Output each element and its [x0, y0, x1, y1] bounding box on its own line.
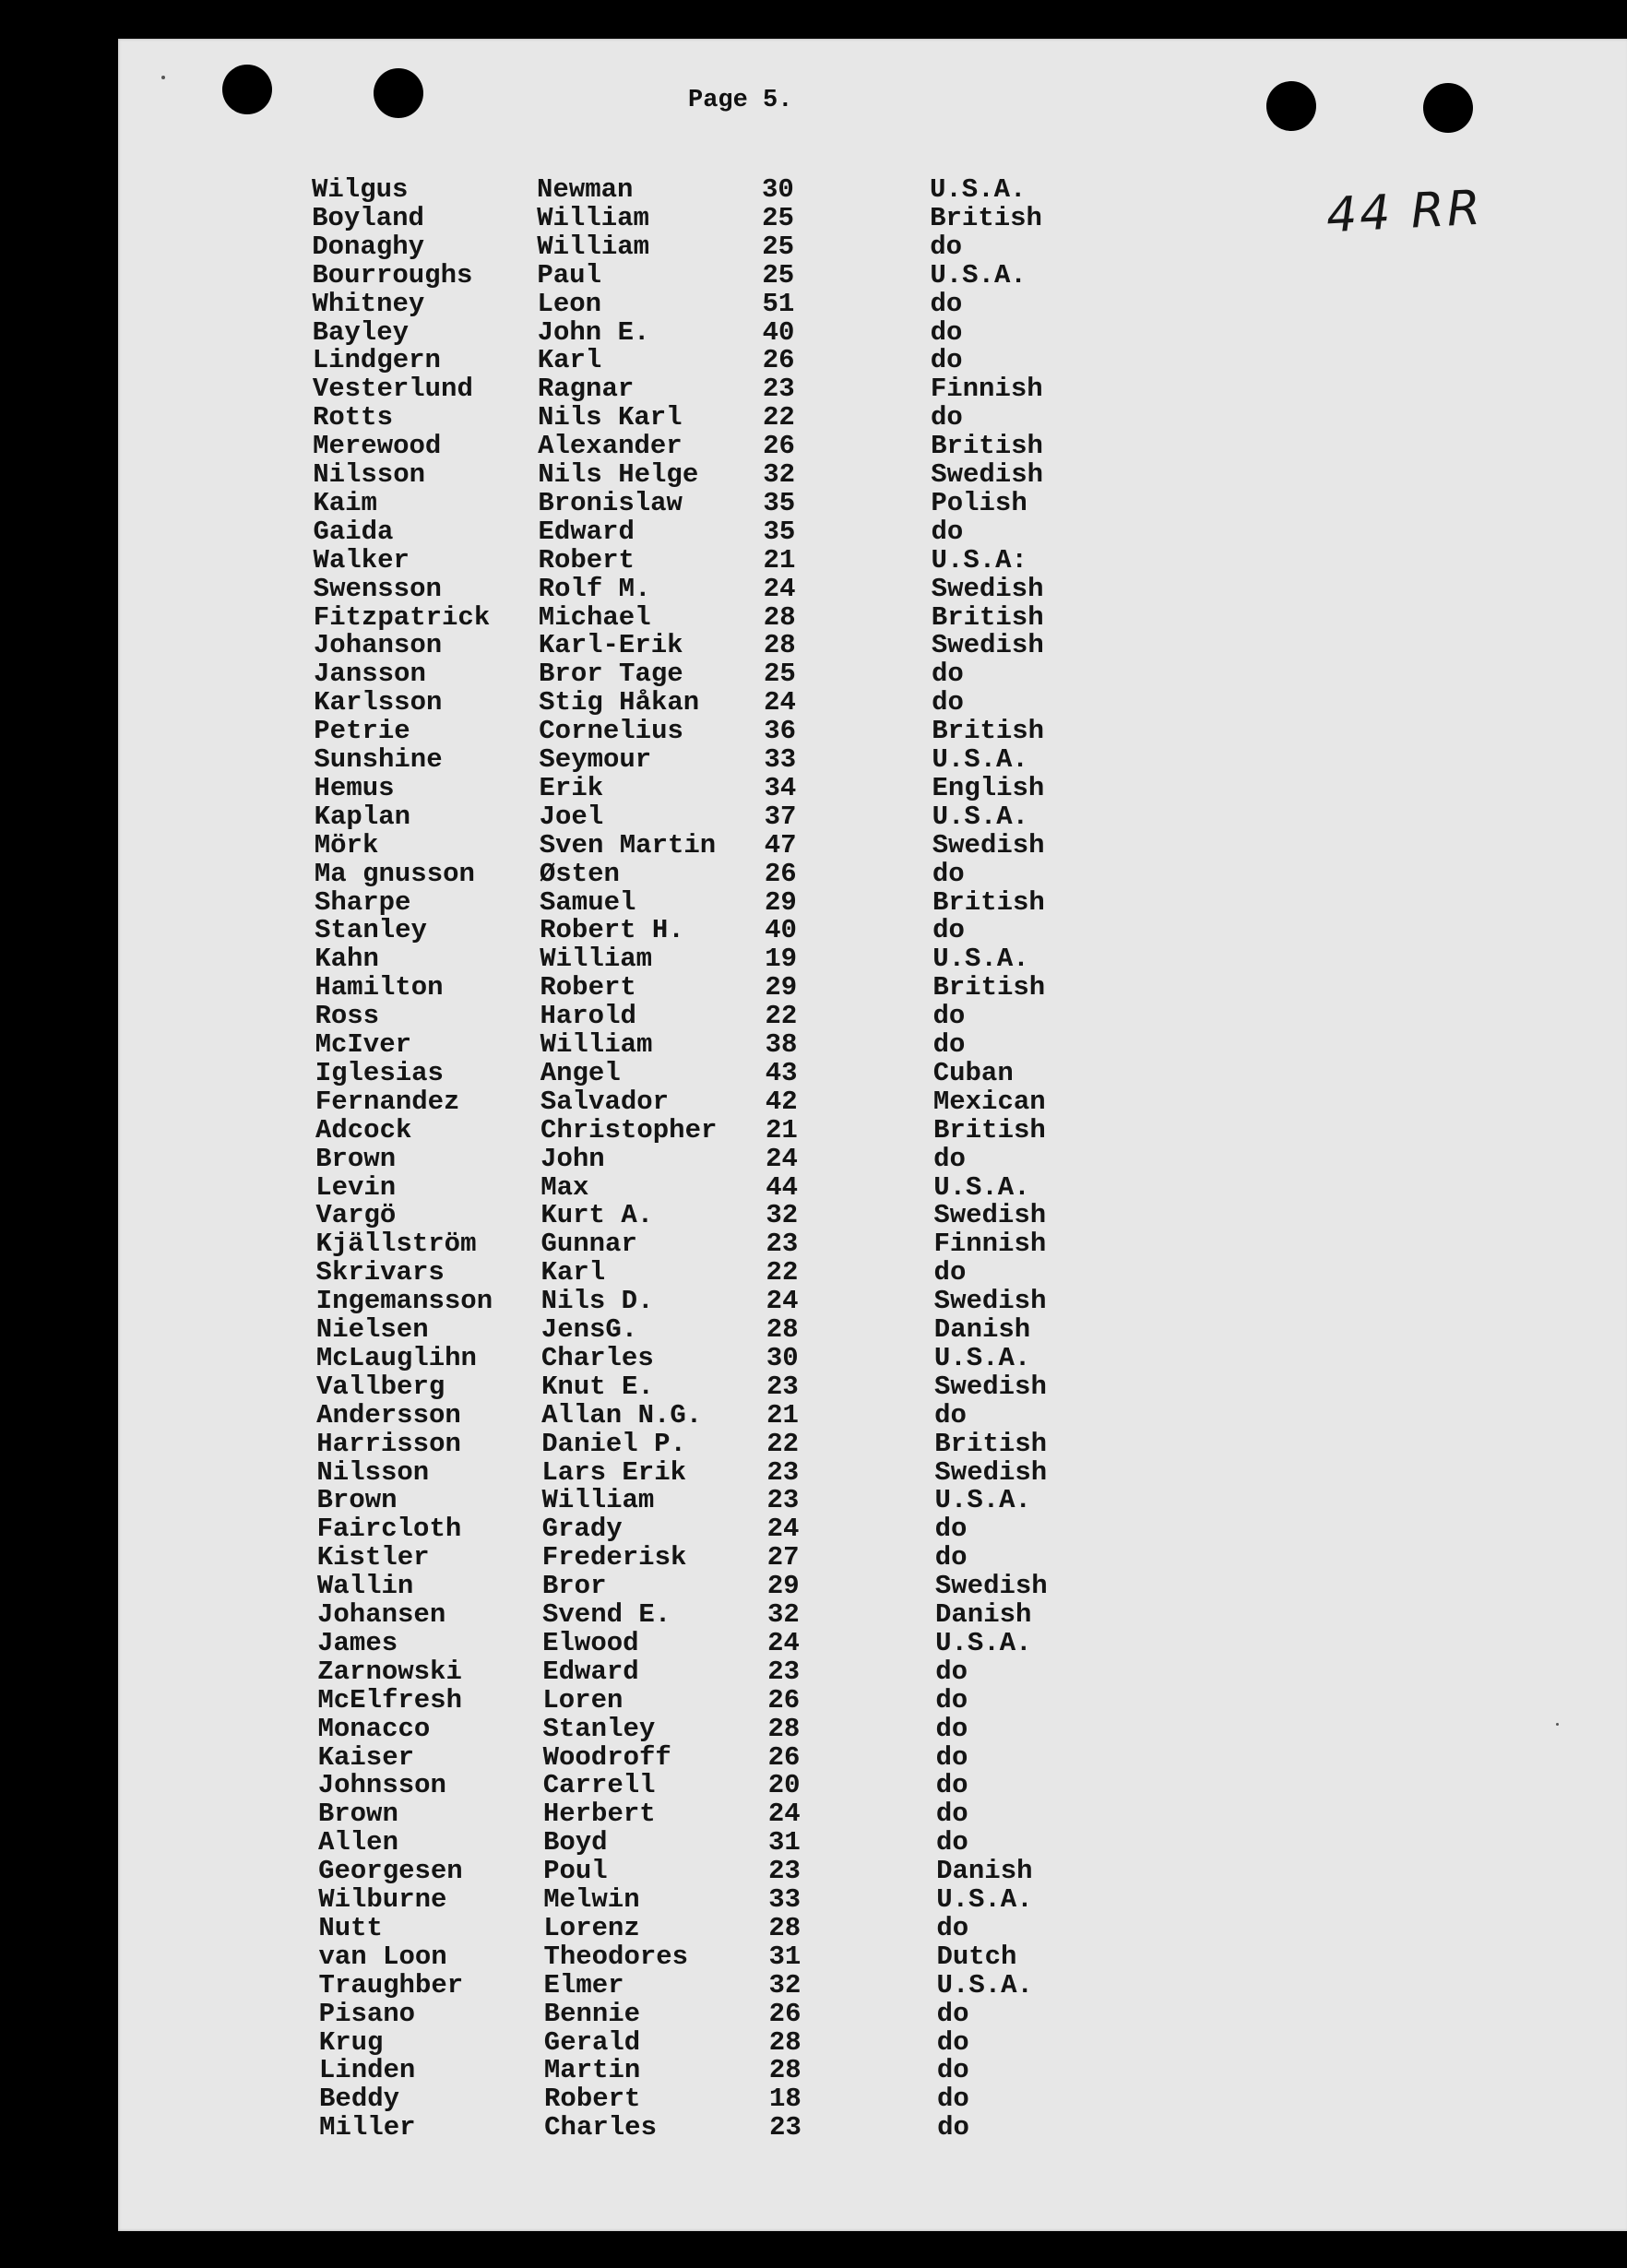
age-cell: 32 — [768, 1969, 802, 2001]
nationality-cell: do — [936, 2055, 969, 2086]
nationality-cell: do — [934, 1542, 968, 1573]
surname-cell: Johanson — [313, 630, 443, 661]
age-cell: 25 — [762, 202, 794, 233]
given-name-cell: Max — [540, 1171, 589, 1203]
nationality-cell: Danish — [933, 1314, 1031, 1345]
surname-cell: Skrivars — [315, 1257, 445, 1288]
age-cell: 29 — [765, 972, 798, 1003]
nationality-cell: U.S.A. — [930, 174, 1027, 205]
age-cell: 21 — [766, 1399, 799, 1431]
nationality-cell: do — [933, 1143, 966, 1174]
age-cell: 31 — [768, 1941, 802, 1972]
surname-cell: Sharpe — [315, 886, 411, 918]
nationality-cell: Danish — [935, 1599, 1032, 1630]
paper-speck — [161, 76, 165, 79]
age-cell: 22 — [765, 1001, 798, 1032]
given-name-cell: Svend E. — [542, 1599, 671, 1630]
nationality-cell: do — [937, 2084, 969, 2115]
surname-cell: Kaim — [313, 487, 377, 518]
age-cell: 51 — [762, 288, 795, 319]
nationality-cell: British — [930, 202, 1042, 233]
age-cell: 40 — [762, 316, 795, 348]
age-cell: 43 — [765, 1057, 798, 1088]
nationality-cell: Swedish — [931, 573, 1044, 604]
age-cell: 32 — [767, 1599, 800, 1630]
nationality-cell: Finnish — [933, 1229, 1047, 1260]
given-name-cell: Joel — [539, 801, 604, 832]
nationality-cell: Swedish — [933, 1286, 1047, 1317]
nationality-cell: English — [932, 772, 1045, 803]
given-name-cell: Samuel — [540, 886, 636, 918]
age-cell: 24 — [763, 573, 796, 604]
surname-cell: Kjällström — [315, 1229, 477, 1260]
age-cell: 32 — [763, 459, 795, 490]
surname-cell: Faircloth — [316, 1514, 462, 1545]
surname-cell: Fitzpatrick — [313, 601, 491, 633]
surname-cell: Levin — [315, 1171, 397, 1203]
surname-cell: Merewood — [313, 431, 442, 462]
nationality-cell: do — [932, 687, 964, 718]
age-cell: 20 — [767, 1770, 801, 1801]
surname-cell: Ingemansson — [315, 1286, 493, 1317]
surname-cell: Donaghy — [312, 231, 425, 262]
given-name-cell: Herbert — [542, 1799, 656, 1830]
given-name-cell: Knut E. — [541, 1371, 654, 1402]
age-cell: 33 — [764, 744, 797, 775]
age-cell: 21 — [765, 1114, 798, 1146]
age-cell: 22 — [762, 402, 795, 433]
age-cell: 28 — [766, 1314, 799, 1345]
given-name-cell: Christopher — [540, 1114, 718, 1146]
nationality-cell: do — [935, 1656, 968, 1687]
age-cell: 30 — [766, 1342, 799, 1373]
nationality-cell: U.S.A. — [935, 1627, 1032, 1658]
surname-cell: Mörk — [314, 829, 379, 861]
surname-cell: Johnsson — [317, 1770, 446, 1801]
age-cell: 23 — [762, 374, 795, 405]
nationality-cell: U.S.A: — [931, 544, 1027, 576]
given-name-cell: Nils Helge — [538, 459, 699, 490]
given-name-cell: William — [540, 1029, 653, 1060]
nationality-cell: British — [932, 716, 1045, 747]
surname-cell: Walker — [313, 544, 410, 576]
given-name-cell: Bennie — [543, 1998, 641, 2029]
surname-cell: Krug — [318, 2026, 384, 2058]
surname-cell: Zarnowski — [317, 1656, 462, 1687]
given-name-cell: Carrell — [542, 1770, 656, 1801]
surname-cell: Iglesias — [315, 1057, 444, 1088]
nationality-cell: do — [932, 858, 965, 889]
surname-cell: McElfresh — [317, 1684, 462, 1716]
nationality-cell: U.S.A. — [932, 801, 1029, 832]
age-cell: 25 — [762, 231, 795, 262]
nationality-cell: Polish — [931, 487, 1027, 518]
surname-cell: Hamilton — [315, 972, 444, 1003]
nationality-cell: U.S.A. — [932, 944, 1029, 975]
given-name-cell: Cornelius — [539, 716, 683, 747]
age-cell: 47 — [764, 829, 797, 861]
nationality-cell: do — [933, 1257, 967, 1288]
nationality-cell: U.S.A. — [936, 1884, 1033, 1915]
surname-cell: Bayley — [312, 316, 410, 348]
nationality-cell: U.S.A. — [930, 259, 1027, 291]
nationality-cell: do — [930, 316, 963, 348]
age-cell: 23 — [766, 1229, 799, 1260]
age-cell: 40 — [765, 915, 797, 946]
given-name-cell: Elmer — [543, 1969, 624, 2001]
age-cell: 25 — [764, 659, 796, 690]
given-name-cell: Woodroff — [542, 1741, 671, 1773]
paper-speck — [1556, 1723, 1559, 1726]
surname-cell: Wilburne — [318, 1884, 447, 1915]
given-name-cell: Daniel P. — [541, 1428, 686, 1459]
given-name-cell: Bronislaw — [538, 487, 683, 518]
surname-cell: Brown — [316, 1485, 398, 1516]
surname-cell: Andersson — [316, 1399, 461, 1431]
nationality-cell: do — [935, 1827, 968, 1858]
given-name-cell: Edward — [542, 1656, 639, 1687]
age-cell: 28 — [768, 2055, 802, 2086]
given-name-cell: Kurt A. — [540, 1200, 654, 1231]
nationality-cell: British — [932, 972, 1046, 1003]
surname-cell: Petrie — [314, 716, 410, 747]
given-name-cell: John — [540, 1143, 605, 1174]
age-cell: 36 — [764, 716, 797, 747]
surname-cell: Traughber — [318, 1969, 464, 2001]
given-name-cell: Alexander — [538, 431, 683, 462]
given-name-cell: Theodores — [543, 1941, 689, 1972]
surname-cell: Swensson — [313, 573, 442, 604]
nationality-cell: Mexican — [932, 1086, 1046, 1117]
surname-cell: Vesterlund — [312, 374, 473, 405]
given-name-cell: Nils Karl — [537, 402, 683, 433]
given-name-cell: Harold — [540, 1001, 636, 1032]
age-cell: 23 — [769, 2112, 802, 2143]
punch-hole-right-2 — [1423, 83, 1473, 133]
age-cell: 31 — [767, 1827, 801, 1858]
surname-cell: Gaida — [313, 516, 394, 547]
age-cell: 27 — [766, 1542, 800, 1573]
given-name-cell: William — [541, 1485, 655, 1516]
nationality-cell: do — [934, 1399, 967, 1431]
given-name-cell: Edward — [538, 516, 635, 547]
age-cell: 23 — [766, 1485, 800, 1516]
given-name-cell: Elwood — [542, 1627, 639, 1658]
age-cell: 24 — [766, 1143, 798, 1174]
age-cell: 35 — [763, 516, 796, 547]
given-name-cell: Robert — [540, 972, 636, 1003]
given-name-cell: Stig Håkan — [539, 687, 700, 718]
nationality-cell: Finnish — [930, 374, 1043, 405]
given-name-cell: Frederisk — [541, 1542, 687, 1573]
age-cell: 37 — [764, 801, 797, 832]
given-name-cell: Gerald — [543, 2026, 641, 2058]
surname-cell: Pisano — [318, 1998, 416, 2029]
surname-cell: Kaiser — [317, 1741, 415, 1773]
nationality-cell: do — [936, 1998, 969, 2029]
surname-cell: Harrisson — [316, 1428, 461, 1459]
age-cell: 38 — [765, 1029, 798, 1060]
age-cell: 28 — [763, 630, 796, 661]
nationality-cell: do — [932, 659, 964, 690]
given-name-cell: William — [537, 231, 650, 262]
nationality-cell: do — [936, 1912, 969, 1943]
given-name-cell: Charles — [544, 2112, 657, 2143]
surname-cell: Sunshine — [314, 744, 443, 775]
given-name-cell: Newman — [537, 174, 634, 205]
given-name-cell: William — [537, 202, 649, 233]
surname-cell: McIver — [315, 1029, 412, 1060]
surname-cell: Lindgern — [312, 345, 441, 376]
given-name-cell: Robert — [544, 2084, 641, 2115]
surname-cell: Kaplan — [314, 801, 411, 832]
age-cell: 25 — [762, 259, 795, 291]
given-name-cell: Loren — [542, 1684, 623, 1716]
age-cell: 24 — [767, 1627, 800, 1658]
given-name-cell: Bror — [541, 1571, 607, 1602]
age-cell: 28 — [763, 601, 796, 633]
surname-cell: Boyland — [312, 202, 424, 233]
nationality-cell: Dutch — [936, 1941, 1017, 1972]
nationality-cell: do — [930, 288, 963, 319]
given-name-cell: Melwin — [543, 1884, 640, 1915]
nationality-cell: do — [931, 516, 964, 547]
nationality-cell: Swedish — [933, 1200, 1047, 1231]
surname-cell: Nilsson — [316, 1456, 430, 1488]
surname-cell: Johansen — [317, 1599, 446, 1630]
nationality-cell: Cuban — [932, 1057, 1014, 1088]
surname-cell: Allen — [317, 1827, 398, 1858]
age-cell: 18 — [769, 2084, 802, 2115]
surname-cell: Stanley — [315, 915, 427, 946]
surname-cell: Brown — [317, 1799, 398, 1830]
given-name-cell: Ragnar — [537, 374, 635, 405]
given-name-cell: Salvador — [540, 1086, 670, 1117]
given-name-cell: William — [540, 944, 653, 975]
surname-cell: Monacco — [317, 1713, 431, 1744]
nationality-cell: do — [937, 2112, 969, 2143]
age-cell: 26 — [767, 1741, 801, 1773]
surname-cell: Ma gnusson — [314, 858, 475, 889]
punch-hole-left-2 — [374, 68, 423, 118]
age-cell: 22 — [766, 1428, 800, 1459]
nationality-cell: British — [932, 886, 1045, 918]
surname-cell: Ross — [315, 1001, 380, 1032]
given-name-cell: Leon — [537, 288, 602, 319]
nationality-cell: do — [934, 1514, 968, 1545]
age-cell: 24 — [766, 1286, 799, 1317]
surname-cell: Nutt — [318, 1912, 383, 1943]
age-cell: 26 — [768, 1998, 802, 2029]
nationality-cell: do — [935, 1741, 968, 1773]
given-name-cell: John E. — [537, 316, 650, 348]
given-name-cell: Stanley — [542, 1713, 656, 1744]
nationality-cell: Swedish — [934, 1456, 1048, 1488]
nationality-cell: Swedish — [931, 459, 1044, 490]
nationality-cell: do — [932, 1029, 966, 1060]
given-name-cell: Sven Martin — [539, 829, 717, 861]
nationality-cell: U.S.A. — [932, 744, 1028, 775]
age-cell: 23 — [766, 1371, 799, 1402]
age-cell: 24 — [767, 1799, 801, 1830]
page-number: Page 5. — [688, 87, 793, 114]
given-name-cell: Karl — [537, 345, 602, 376]
age-cell: 21 — [763, 544, 796, 576]
given-name-cell: Bror Tage — [539, 659, 683, 690]
nationality-cell: do — [935, 1684, 968, 1716]
nationality-cell: Swedish — [934, 1571, 1048, 1602]
given-name-cell: Lorenz — [543, 1912, 640, 1943]
given-name-cell: JensG. — [540, 1314, 638, 1345]
age-cell: 24 — [766, 1514, 800, 1545]
given-name-cell: Robert H. — [540, 915, 684, 946]
surname-cell: Kahn — [315, 944, 379, 975]
surname-cell: Hemus — [314, 772, 395, 803]
nationality-cell: British — [931, 601, 1044, 633]
nationality-cell: British — [931, 431, 1043, 462]
given-name-cell: Erik — [539, 772, 604, 803]
nationality-cell: British — [934, 1428, 1048, 1459]
surname-cell: Karlsson — [314, 687, 443, 718]
surname-cell: McLauglihn — [315, 1342, 477, 1373]
given-name-cell: Gunnar — [540, 1229, 637, 1260]
surname-cell: Whitney — [312, 288, 425, 319]
surname-cell: Adcock — [315, 1114, 412, 1146]
surname-cell: Kistler — [316, 1542, 430, 1573]
age-cell: 35 — [763, 487, 796, 518]
nationality-cell: U.S.A. — [933, 1342, 1031, 1373]
given-name-cell: Martin — [543, 2055, 641, 2086]
nationality-cell: do — [932, 915, 965, 946]
surname-cell: Vallberg — [316, 1371, 445, 1402]
given-name-cell: Nils D. — [540, 1286, 654, 1317]
surname-cell: Bourroughs — [312, 259, 473, 291]
surname-cell: Brown — [315, 1143, 397, 1174]
age-cell: 26 — [764, 858, 797, 889]
nationality-cell: U.S.A. — [933, 1171, 1030, 1203]
handwritten-note: 44 RR — [1324, 180, 1485, 244]
surname-cell: Linden — [318, 2055, 416, 2086]
given-name-cell: Charles — [540, 1342, 654, 1373]
nationality-cell: do — [930, 345, 963, 376]
punch-hole-left-1 — [222, 65, 272, 114]
nationality-cell: do — [932, 1001, 966, 1032]
age-cell: 44 — [766, 1171, 798, 1203]
nationality-cell: Swedish — [932, 829, 1045, 861]
age-cell: 26 — [763, 431, 795, 462]
age-cell: 23 — [767, 1656, 801, 1687]
given-name-cell: Michael — [538, 601, 651, 633]
surname-cell: Miller — [319, 2112, 416, 2143]
age-cell: 28 — [768, 2026, 802, 2058]
surname-cell: Fernandez — [315, 1086, 460, 1117]
age-cell: 19 — [765, 944, 798, 975]
given-name-cell: Boyd — [542, 1827, 608, 1858]
given-name-cell: Karl-Erik — [538, 630, 683, 661]
given-name-cell: Lars Erik — [541, 1456, 687, 1488]
surname-cell: Beddy — [319, 2084, 400, 2115]
surname-cell: Vargö — [315, 1200, 397, 1231]
given-name-cell: Østen — [539, 858, 620, 889]
nationality-cell: Danish — [936, 1856, 1033, 1887]
age-cell: 23 — [766, 1456, 800, 1488]
given-name-cell: Paul — [537, 259, 601, 291]
given-name-cell: Robert — [538, 544, 635, 576]
nationality-cell: Swedish — [931, 630, 1044, 661]
surname-cell: Jansson — [314, 659, 426, 690]
nationality-cell: do — [935, 1713, 968, 1744]
given-name-cell: Poul — [543, 1856, 608, 1887]
nationality-cell: Swedish — [934, 1371, 1047, 1402]
given-name-cell: Rolf M. — [538, 573, 651, 604]
age-cell: 28 — [768, 1912, 802, 1943]
surname-cell: Wilgus — [312, 174, 409, 205]
age-cell: 29 — [765, 886, 797, 918]
age-cell: 23 — [768, 1856, 801, 1887]
age-cell: 34 — [764, 772, 797, 803]
surname-cell: Georgesen — [318, 1856, 463, 1887]
nationality-cell: do — [930, 402, 963, 433]
surname-cell: van Loon — [318, 1941, 447, 1972]
age-cell: 42 — [765, 1086, 798, 1117]
surname-cell: Nielsen — [315, 1314, 429, 1345]
age-cell: 22 — [766, 1257, 799, 1288]
given-name-cell: Seymour — [539, 744, 652, 775]
nationality-cell: do — [930, 231, 963, 262]
nationality-cell: do — [935, 1770, 968, 1801]
given-name-cell: Grady — [541, 1514, 623, 1545]
age-cell: 30 — [762, 174, 794, 205]
age-cell: 29 — [766, 1571, 800, 1602]
surname-cell: Wallin — [316, 1571, 414, 1602]
age-cell: 26 — [767, 1684, 801, 1716]
given-name-cell: Angel — [540, 1057, 621, 1088]
nationality-cell: U.S.A. — [934, 1485, 1031, 1516]
given-name-cell: Karl — [540, 1257, 606, 1288]
age-cell: 24 — [764, 687, 796, 718]
nationality-cell: British — [932, 1114, 1046, 1146]
surname-cell: James — [317, 1627, 398, 1658]
age-cell: 32 — [766, 1200, 799, 1231]
nationality-cell: do — [936, 2026, 969, 2058]
surname-cell: Nilsson — [313, 459, 426, 490]
age-cell: 28 — [767, 1713, 801, 1744]
surname-cell: Rotts — [312, 402, 393, 433]
age-cell: 26 — [762, 345, 795, 376]
age-cell: 33 — [768, 1884, 801, 1915]
given-name-cell: Allan N.G. — [541, 1399, 703, 1431]
nationality-cell: U.S.A. — [936, 1969, 1033, 2001]
punch-hole-right-1 — [1266, 81, 1316, 131]
nationality-cell: do — [935, 1799, 968, 1830]
